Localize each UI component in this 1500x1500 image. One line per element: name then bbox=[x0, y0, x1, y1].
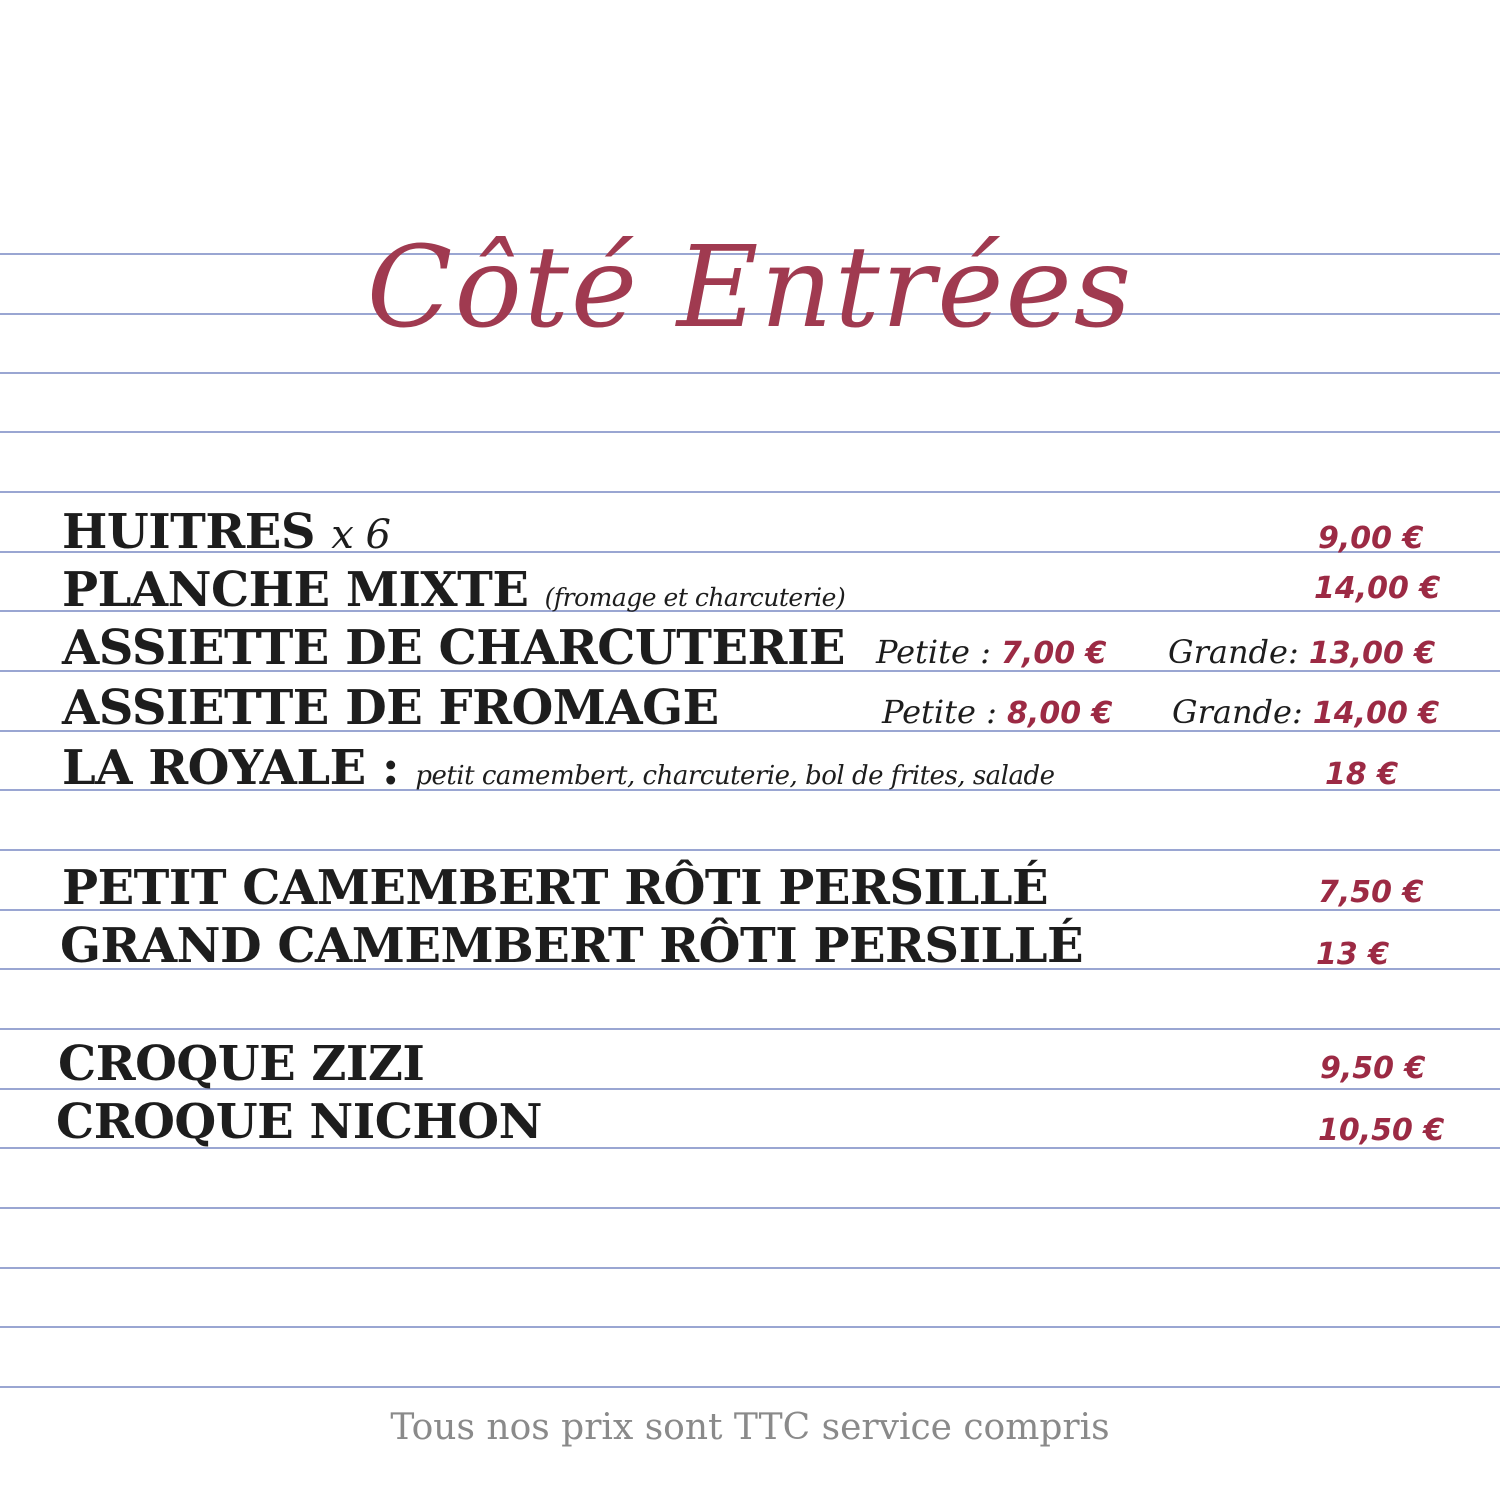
footer-note: Tous nos prix sont TTC service compris bbox=[390, 1407, 1110, 1448]
rule-line bbox=[0, 1267, 1500, 1269]
item-price: 13 € bbox=[1316, 937, 1390, 972]
item-name: PLANCHE MIXTE bbox=[62, 562, 529, 618]
rule-line bbox=[0, 1028, 1500, 1030]
item-price: 14,00 € bbox=[1314, 571, 1441, 606]
item-name: ASSIETTE DE CHARCUTERIE bbox=[62, 620, 845, 676]
item-name: CROQUE ZIZI bbox=[58, 1036, 425, 1092]
petite-price: 7,00 € bbox=[1001, 636, 1107, 671]
item-name: PETIT CAMEMBERT RÔTI PERSILLÉ bbox=[62, 860, 1049, 916]
menu-item-la-royale bbox=[62, 740, 1055, 796]
menu-item-assiette-fromage bbox=[62, 680, 719, 736]
item-price: 9,50 € bbox=[1320, 1051, 1426, 1086]
menu-item-grand-camembert bbox=[60, 918, 1084, 974]
size-grande bbox=[1172, 693, 1440, 731]
menu-item-croque-nichon bbox=[56, 1094, 542, 1150]
menu-item-assiette-charcuterie bbox=[62, 620, 845, 676]
item-name: CROQUE NICHON bbox=[56, 1094, 542, 1150]
menu-title: Côté Entrées bbox=[366, 223, 1134, 353]
petite-price: 8,00 € bbox=[1007, 696, 1113, 731]
rule-line bbox=[0, 372, 1500, 374]
rule-line bbox=[0, 1207, 1500, 1209]
item-note: x 6 bbox=[331, 512, 391, 558]
rule-line bbox=[0, 431, 1500, 433]
item-name: LA ROYALE : bbox=[62, 740, 400, 796]
item-note: petit camembert, charcuterie, bol de frites, salade bbox=[415, 761, 1055, 791]
item-price: 7,50 € bbox=[1318, 875, 1424, 910]
petite-label: Petite : bbox=[882, 693, 997, 731]
size-petite bbox=[876, 633, 1107, 671]
size-petite bbox=[882, 693, 1113, 731]
item-name: ASSIETTE DE FROMAGE bbox=[62, 680, 719, 736]
grande-label: Grande: bbox=[1172, 693, 1303, 731]
rule-line bbox=[0, 1386, 1500, 1388]
menu-item-petit-camembert bbox=[62, 860, 1049, 916]
grande-price: 13,00 € bbox=[1308, 636, 1436, 671]
item-price: 9,00 € bbox=[1318, 521, 1424, 556]
grande-price: 14,00 € bbox=[1312, 696, 1440, 731]
grande-label: Grande: bbox=[1168, 633, 1299, 671]
item-price: 18 € bbox=[1325, 757, 1399, 792]
item-name: GRAND CAMEMBERT RÔTI PERSILLÉ bbox=[60, 918, 1084, 974]
menu-item-croque-zizi bbox=[58, 1036, 425, 1092]
item-note: (fromage et charcuterie) bbox=[544, 583, 846, 612]
size-grande bbox=[1168, 633, 1436, 671]
menu-item-planche-mixte bbox=[62, 562, 846, 618]
petite-label: Petite : bbox=[876, 633, 991, 671]
rule-line bbox=[0, 849, 1500, 851]
rule-line bbox=[0, 1326, 1500, 1328]
item-price: 10,50 € bbox=[1318, 1113, 1445, 1148]
menu-item-huitres bbox=[62, 504, 391, 560]
item-name: HUITRES bbox=[62, 504, 316, 560]
rule-line bbox=[0, 491, 1500, 493]
